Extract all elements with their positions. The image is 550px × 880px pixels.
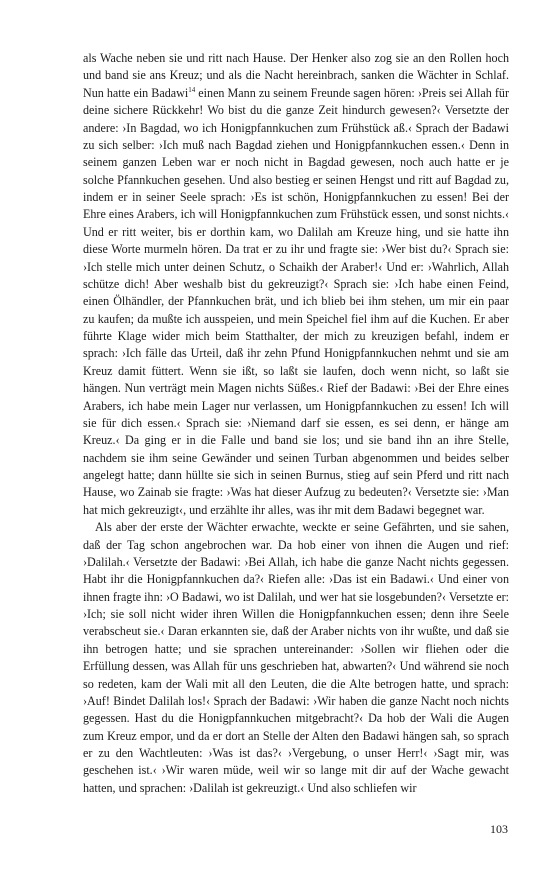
footnote-marker[interactable]: 14 [188, 85, 196, 94]
paragraph-1 [83, 50, 509, 519]
paragraph-1-start: als Wache neben sie und ritt nach Hause. Der Henker also zog sie an den Rollen hoch und band sie ans Kreuz; und als die Nacht hereinbrach, sanken die Wächter in Schlaf. Nun hatte ein Badawi [83, 51, 509, 100]
paragraph-1-rest: einen Mann zu seinem Freunde sagen hören: ›Preis sei Allah für deine sichere Rückkehr! Wo bist du die ganze Zeit hindurch gewesen?‹ Versetzte der andere: ›In Bagdad, wo ich Honigpfannkuchen zum Frühstück aß.‹ Sprach der Badawi zu sich selber: ›Ich muß nach Bagdad ziehen und Honigpfannkuchen essen.‹ Denn in seinem ganzen Leben war er noch nicht in Bagdad gewesen, noch auch hatte er je solche Pfannkuchen gesehen. Und also bestieg er seinen Hengst und ritt auf Bagdad zu, indem er in seiner Seele sprach: ›Es ist schön, Honigpfannkuchen zu essen! Bei der Ehre eines Arabers, ich will Honigpfannkuchen zum Frühstück essen, und sonst nichts.‹ Und er ritt weiter, bis er dorthin kam, wo Dalilah am Kreuze hing, und sie hatte ihn diese Worte murmeln hören. Da trat er zu ihr und fragte sie: ›Wer bist du?‹ Sprach sie: ›Ich stelle mich unter deinen Schutz, o Schaikh der Araber!‹ Und er: ›Wahrlich, Allah schütze dich! Aber weshalb bist du gekreuzigt?‹ Sprach sie: ›Ich habe einen Feind, einen Ölhändler, der Pfannkuchen brät, und ich blieb bei ihm stehen, um mir ein paar zu kaufen; da mußte ich ausspeien, und mein Speichel fiel ihm auf die Kuchen. Er aber führte Klage wider mich beim Statthalter, der mich zu kreuzigen befahl, indem er sprach: ›Ich fälle das Urteil, daß ihr zehn Pfund Honigpfannkuchen nehmt und sie am Kreuz damit füttert. Wenn sie ißt, so laßt sie laufen, doch wenn nicht, so laßt sie hängen. Nun verträgt mein Magen nichts Süßes.‹ Rief der Badawi: ›Bei der Ehre eines Arabers, ich habe mein Lager nur verlassen, um Honigpfannkuchen zu essen! Ich will sie für dich essen.‹ Sprach sie: ›Niemand darf sie essen, es sei denn, er hänge am Kreuz.‹ Da ging er in die Falle und band sie los; und sie band ihn an ihre Stelle, nachdem sie ihm seine Gewänder und seinen Turban abgenommen und beides selber angelegt hatte; dann hüllte sie sich in seinen Burnus, stieg auf sein Pferd und ritt nach Hause, wo Zainab sie fragte: ›Was hat dieser Aufzug zu bedeuten?‹ Versetzte sie: ›Man hat mich gekreuzigt‹, und erzählte ihr alles, was ihr mit dem Badawi begegnet war. [83, 85, 509, 517]
paragraph-2: Als aber der erste der Wächter erwachte, weckte er seine Gefährten, und sie sahen, daß der Tag schon angebrochen war. Da hob einer von ihnen die Augen und rief: ›Dalilah.‹ Versetzte der Badawi: ›Bei Allah, ich habe die ganze Nacht nichts gegessen. Habt ihr die Honigpfannkuchen da?‹ Riefen alle: ›Das ist ein Badawi.‹ Und einer von ihnen fragte ihn: ›O Badawi, wo ist Dalilah, und wer hat sie losgebunden?‹ Versetzte er: ›Ich; sie soll nicht wider ihren Willen die Honigpfannkuchen essen; denn ihre Seele verabscheut sie.‹ Daran erkannten sie, daß der Araber nichts von ihr wußte, und daß sie ihn betrogen hatte; und sie sprachen untereinander: ›Sollen wir fliehen oder die Erfüllung dessen, was Allah für uns geschrieben hat, abwarten?‹ Und während sie noch so redeten, kam der Wali mit all den Leuten, die die Alte betrogen hatte, und sprach: ›Auf! Bindet Dalilah los!‹ Sprach der Badawi: ›Wir haben die ganze Nacht noch nichts gegessen. Hast du die Honigpfannkuchen mitgebracht?‹ Da hob der Wali die Augen zum Kreuz empor, und da er dort an Stelle der Alten den Badawi hängen sah, so sprach er zu den Wachtleuten: ›Was ist das?‹ ›Vergebung, o unser Herr!‹ ›Sagt mir, was geschehen ist.‹ ›Wir waren müde, weil wir so lange mit dir auf der Wache gewacht hatten, und sprachen: ›Dalilah ist gekreuzigt.‹ Und also schliefen wir [83, 520, 509, 795]
page-number: 103 [490, 822, 508, 836]
body-text [83, 50, 509, 797]
